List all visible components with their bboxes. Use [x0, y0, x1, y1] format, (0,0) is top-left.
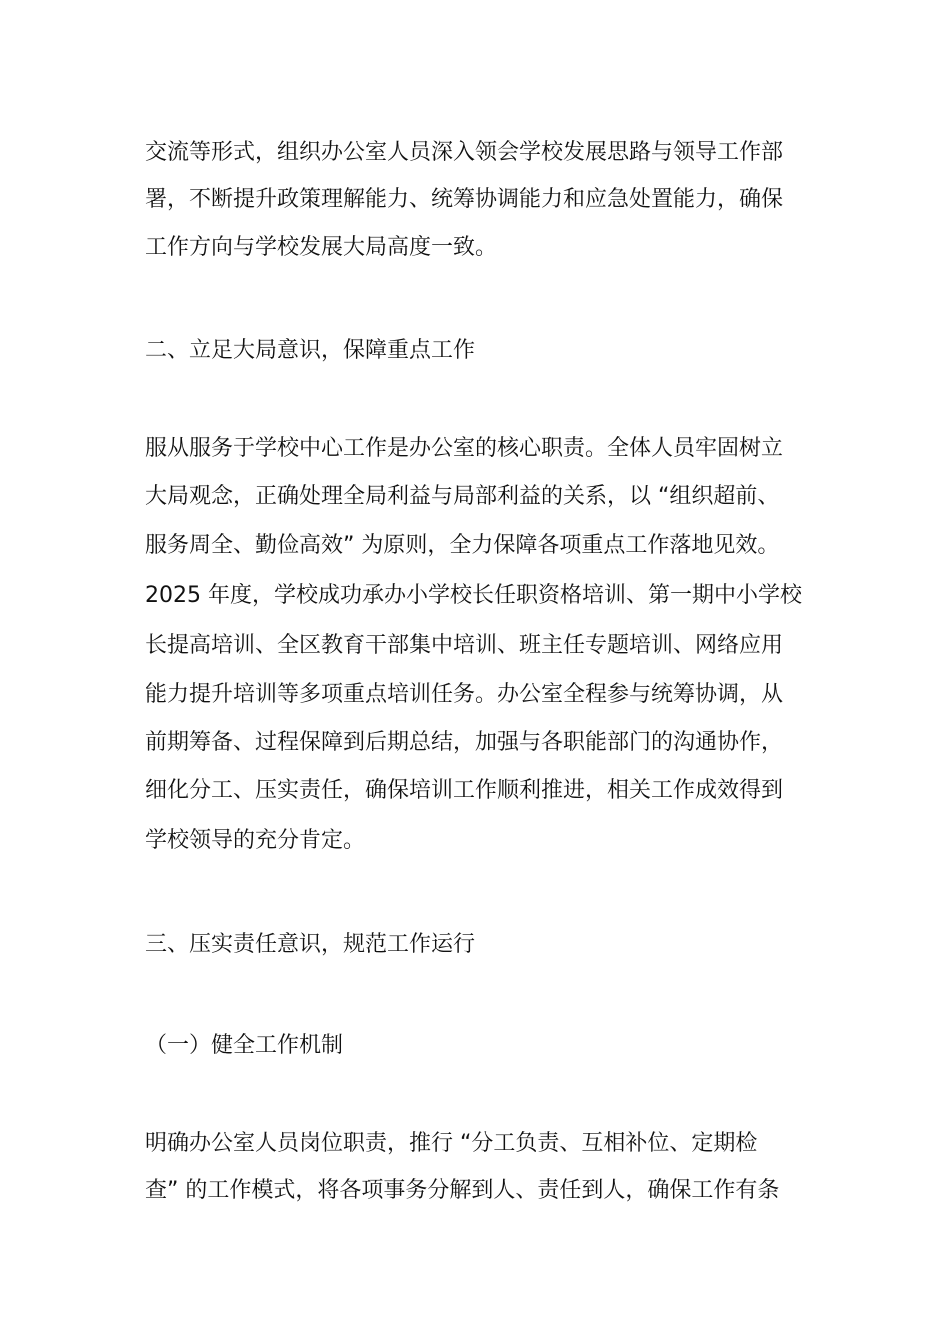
body-line: 前期筹备、过程保障到后期总结，加强与各职能部门的沟通协作，	[145, 730, 784, 755]
body-line: 学校领导的充分肯定。	[145, 828, 366, 853]
body-line: 细化分工、压实责任，确保培训工作顺利推进，相关工作成效得到	[145, 778, 784, 803]
body-line: 查” 的工作模式，将各项事务分解到人、责任到人，确保工作有条	[145, 1178, 780, 1203]
body-line: 长提高培训、全区教育干部集中培训、班主任专题培训、网络应用	[145, 633, 784, 658]
section-heading: 三、压实责任意识，规范工作运行	[145, 932, 476, 957]
body-line: 服从服务于学校中心工作是办公室的核心职责。全体人员牢固树立	[145, 436, 784, 461]
body-line: 2025 年度，学校成功承办小学校长任职资格培训、第一期中小学校	[145, 583, 802, 608]
body-line: 工作方向与学校发展大局高度一致。	[145, 235, 498, 260]
section-heading: 二、立足大局意识，保障重点工作	[145, 338, 476, 363]
body-line: 明确办公室人员岗位职责，推行 “分工负责、互相补位、定期检	[145, 1131, 758, 1156]
subsection-heading: （一）健全工作机制	[145, 1033, 344, 1058]
body-line: 交流等形式，组织办公室人员深入领会学校发展思路与领导工作部	[145, 140, 784, 165]
body-line: 服务周全、勤俭高效” 为原则，全力保障各项重点工作落地见效。	[145, 533, 780, 558]
body-line: 能力提升培训等多项重点培训任务。办公室全程参与统筹协调，从	[145, 682, 784, 707]
body-line: 署，不断提升政策理解能力、统筹协调能力和应急处置能力，确保	[145, 187, 784, 212]
body-line: 大局观念，正确处理全局利益与局部利益的关系，以 “组织超前、	[145, 484, 780, 509]
